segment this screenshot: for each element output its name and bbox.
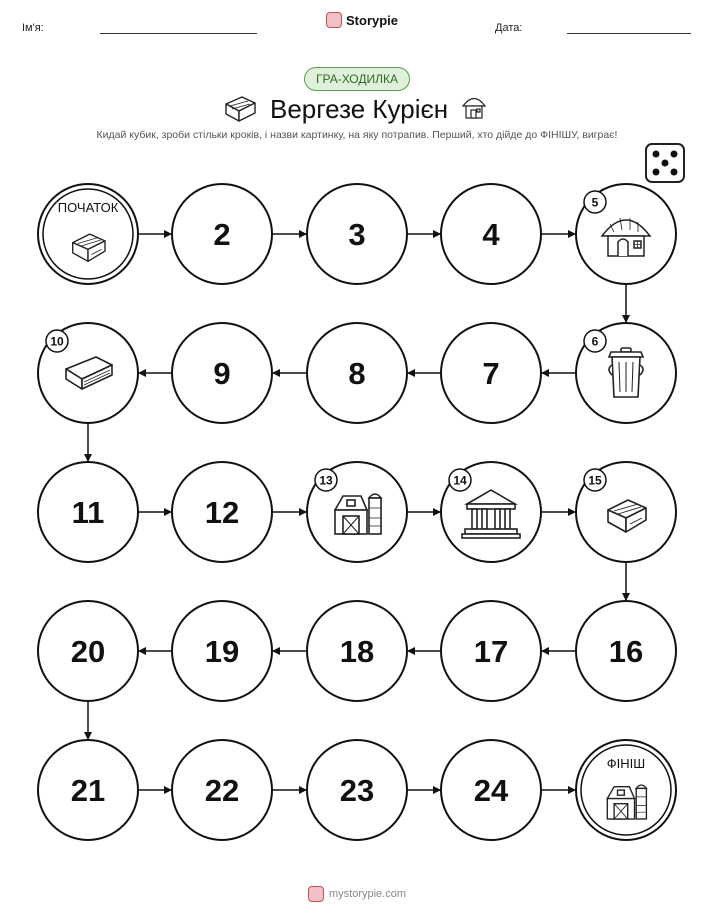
board-space-12[interactable] (172, 462, 272, 562)
space-number: 20 (70, 634, 106, 669)
date-label: Дата: (495, 22, 523, 34)
board-space-3[interactable] (307, 184, 407, 284)
board-space-2[interactable] (172, 184, 272, 284)
board-space-19[interactable] (172, 601, 272, 701)
space-number: 14 (453, 473, 467, 488)
space-number: 22 (204, 773, 240, 808)
board-space-10[interactable] (38, 323, 138, 423)
board-space-4[interactable] (441, 184, 541, 284)
space-number: 9 (213, 356, 231, 391)
board-space-8[interactable] (307, 323, 407, 423)
instructions: Кидай кубик, зроби стільки кроків, і назви картинку, на яку потрапив. Перший, хто дійде до ФІНІШУ, виграє! (96, 129, 618, 141)
page-title: Вергезе Курієн (270, 94, 449, 124)
space-number: 23 (339, 773, 375, 808)
space-number: 16 (608, 634, 644, 669)
footer (308, 886, 406, 902)
board-space-13[interactable] (307, 462, 407, 562)
board-space-5[interactable] (576, 184, 676, 284)
space-number: 10 (50, 334, 64, 349)
footer-url[interactable]: mystorypie.com (329, 888, 407, 900)
space-number: 24 (473, 773, 509, 808)
space-number: 19 (204, 634, 240, 669)
board-space-24[interactable] (441, 740, 541, 840)
name-label: Ім'я: (22, 22, 44, 34)
trash-can-icon (609, 348, 643, 397)
board-space-21[interactable] (38, 740, 138, 840)
barn-icon (335, 494, 381, 534)
space-number: 2 (213, 217, 231, 252)
space-number: 12 (204, 495, 240, 530)
space-number: 3 (348, 217, 366, 252)
space-number: 4 (482, 217, 500, 252)
space-circle (38, 184, 138, 284)
space-number: 15 (588, 473, 602, 488)
finish-space[interactable] (576, 740, 676, 840)
finish-label: ФІНІШ (606, 756, 646, 771)
board-space-11[interactable] (38, 462, 138, 562)
space-number: 7 (482, 356, 500, 391)
brand-name: Storypie (346, 12, 399, 28)
space-number: 13 (319, 473, 333, 488)
board-space-14[interactable] (441, 462, 541, 562)
start-label: ПОЧАТОК (57, 200, 119, 215)
board-space-9[interactable] (172, 323, 272, 423)
space-number: 11 (71, 495, 105, 530)
barn-icon (607, 785, 646, 819)
storypie-icon (308, 886, 324, 902)
board-space-7[interactable] (441, 323, 541, 423)
space-number: 18 (339, 634, 375, 669)
board-space-23[interactable] (307, 740, 407, 840)
space-number: 5 (591, 195, 599, 210)
space-number: 21 (70, 773, 106, 808)
space-number: 8 (348, 356, 366, 391)
board-space-6[interactable] (576, 323, 676, 423)
board-space-16[interactable] (576, 601, 676, 701)
board-space-15[interactable] (576, 462, 676, 562)
game-type-badge: ГРА-ХОДИЛКА (304, 67, 410, 91)
space-number: 6 (591, 334, 599, 349)
board-space-20[interactable] (38, 601, 138, 701)
space-number: 17 (473, 634, 509, 669)
board-space-18[interactable] (307, 601, 407, 701)
board-space-22[interactable] (172, 740, 272, 840)
start-space[interactable] (38, 184, 138, 284)
board-space-17[interactable] (441, 601, 541, 701)
